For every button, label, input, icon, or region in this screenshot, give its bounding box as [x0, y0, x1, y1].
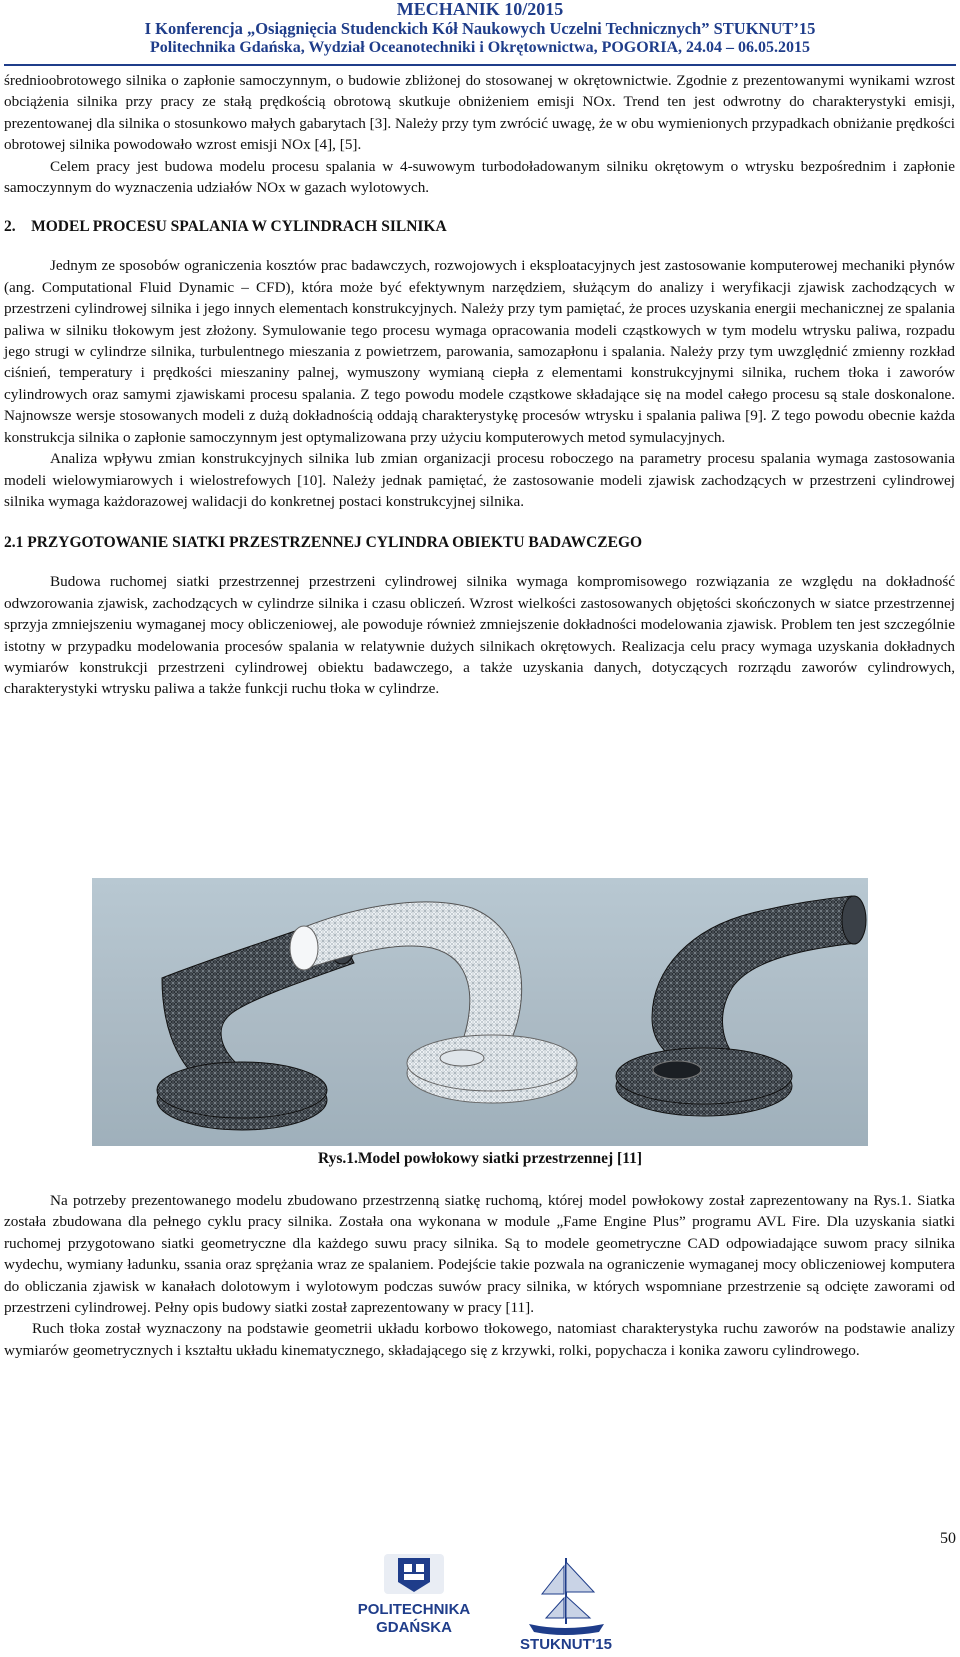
section-2-1-heading: 2.1 PRZYGOTOWANIE SIATKI PRZESTRZENNEJ CYLINDRA OBIEKTU BADAWCZEGO [4, 534, 643, 552]
right-mesh-duct [616, 896, 866, 1116]
footer-logos [354, 1552, 624, 1652]
pg-logo-line2: GDAŃSKA [376, 1619, 452, 1636]
figure-caption: Rys.1.Model powłokowy siatki przestrzennej [11] [317, 1150, 643, 1167]
header-rule [4, 64, 956, 66]
conference-venue: Politechnika Gdańska, Wydział Oceanotechniki i Okrętownictwa, POGORIA, 24.04 – 06.05.2015 [149, 39, 811, 56]
stuknut-logo [520, 1558, 612, 1652]
paragraph-piston-motion: Ruch tłoka został wyznaczony na podstawie geometrii układu korbowo tłokowego, natomiast charakterystyka ruchu zaworów na podstawie analizy wymiarów geometrycznych i kształtu układu kinematycznego, składającego się z krzywki, rolki, popychacza i konika zaworu cylindrowego. [4, 1320, 955, 1359]
mesh-model-image [92, 878, 868, 1146]
page-header [0, 0, 960, 57]
mesh-model-figure [92, 878, 868, 1146]
stuknut-logo-text: STUKNUT'15 [520, 1636, 612, 1652]
pg-logo-line1: POLITECHNIKA [357, 1601, 471, 1618]
paragraph-mesh: Budowa ruchomej siatki przestrzennej przestrzeni cylindrowej silnika wymaga kompromisowego rozwiązania ze względu na dokładność odwzorowania zjawisk, zachodzących w cylindrze silnika i czasu obliczeń. Wzrost wielkości zastosowanych objętości skończonych w siatce przestrzennej sprzyja zmniejszeniu wymaganej mocy obliczeniowej, ale powoduje również zmniejszenie dokładności modelowania zjawisk. Problem ten jest szczególnie istotny w przypadku modelowania procesów spalania w relatywnie dużych silnikach okrętowych. Realizacja celu pracy wymaga uzyskania dokładnych wymiarów konstrukcji przestrzeni cylindrowej obiektu badawczego, a także uzyskania danych, dotyczących rozrządu zaworów cylindrowych, charakterystyki wtrysku paliwa a także funkcji ruchu tłoka w cylindrze. [4, 573, 955, 698]
conference-name: I Konferencja „Osiągnięcia Studenckich Kół Naukowych Uczelni Technicznych” STUKNUT’15 [144, 19, 816, 38]
center-mesh-duct [290, 902, 577, 1103]
paragraph-analysis: Analiza wpływu zmian konstrukcyjnych silnika lub zmian organizacji procesu roboczego na parametry procesu spalania wymaga zastosowania modeli wielowymiarowych i wielostrefowych [10]. Należy jednak pamiętać, że zastosowanie modeli zjawisk zachodzących w przestrzeni cylindrowej silnika wymaga każdorazowej walidacji do konkretnej postaci konstrukcyjnej silnika. [4, 450, 955, 510]
paragraph-moving-mesh: Na potrzeby prezentowanego modelu zbudowano przestrzenną siatkę ruchomą, której model powłokowy został zaprezentowany na Rys.1. Siatka została zbudowana dla pełnego cyklu pracy silnika. Została ona wykonana w module „Fame Engine Plus” programu AVL Fire. Dla uzyskania siatki ruchomej przygotowano siatki geometryczne dla każdego suwu pracy silnika. Są to modele geometryczne CAD odpowiadające suwom pracy silnika wydechu, wymiany ładunku, ssania oraz sprężania wraz ze spalaniem. Podejście takie pozwala na ograniczenie wymaganej mocy obliczeniowej komputera do obliczania zjawisk w kanałach dolotowym i wylotowym podczas suwów pracy silnika, w których wspomniane przestrzenie są odcięte zaworami od przestrzeni cylindrowej. Pełny opis budowy siatki został zaprezentowany w pracy [11]. [4, 1192, 955, 1317]
section-2-title: MODEL PROCESU SPALANIA W CYLINDRACH SILNIKA [31, 218, 447, 236]
paragraph-cfd: Jednym ze sposobów ograniczenia kosztów prac badawczych, rozwojowych i eksploatacyjnych jest zastosowanie komputerowej mechaniki płynów (ang. Computational Fluid Dynamic – CFD), która może być efektywnym narzędziem, służącym do analizy i weryfikacji zjawisk zachodzących w przestrzeni cylindrowej silnika i jego innych elementach konstrukcyjnych. Należy przy tym pamiętać, że proces uzyskania energii mechanicznej ze spalania paliwa w silniku tłokowym jest złożony. Symulowanie tego procesu wymaga opracowania modeli cząstkowych w tym modelu wtrysku paliwa, rozpadu jego strugi w cylindrze silnika, turbulentnego mieszania z powietrzem, parowania, samozapłonu i spalania. Należy przy tym uwzględnić zmienny rozkład ciśnień, temperatury i prędkości mieszaniny palnej, wymuszony wymianą ciepła z elementami konstrukcyjnymi silnika, ruchem tłoka i zaworów cylindrowych oraz samymi zjawiskami procesu spalania. Z tego powodu modele cząstkowe składające się na model całego procesu są stale doskonalone. Najnowsze wersje stosowanych modeli z dużą dokładnością oddają charakterystykę procesów wtrysku i spalania paliwa [9]. Z tego powodu obecnie każda konstrukcja silnika o zapłonie samoczynnym jest optymalizowana przy użyciu komputerowych metod symulacyjnych. [4, 257, 955, 446]
politechnika-gdanska-logo [358, 1554, 471, 1636]
section-2-heading [4, 216, 955, 237]
paragraph-aim: Celem pracy jest budowa modelu procesu spalania w 4-suwowym turbodoładowanym silniku okrętowym o wtrysku bezpośrednim i zapłonie samoczynnym do wyznaczenia udziałów NOx w gazach wylotowych. [4, 157, 955, 197]
journal-title: MECHANIK 10/2015 [396, 0, 564, 19]
article-body-continued [4, 1190, 955, 1361]
page-number: 50 [940, 1530, 956, 1547]
article-body [4, 70, 955, 700]
section-2-number: 2. [4, 218, 16, 236]
paragraph-intro-cont: średnioobrotowego silnika o zapłonie samoczynnym, o budowie zbliżonej do stosowanej w okrętownictwie. Zgodnie z prezentowanymi wynikami wzrost obciążenia silnika przy pracy ze stałą prędkością obrotową skutkuje obniżeniem emisji NOx. Trend ten jest odwrotny do charakterystyki emisji, prezentowanej dla silnika o stosunkowo małych gabarytach [3]. Należy przy tym zwrócić uwagę, że w obu wymienionych przypadkach obniżanie prędkości obrotowej silnika powodowało wzrost emisji NOx [4], [5]. [4, 72, 955, 154]
logos-graphic [354, 1552, 624, 1652]
